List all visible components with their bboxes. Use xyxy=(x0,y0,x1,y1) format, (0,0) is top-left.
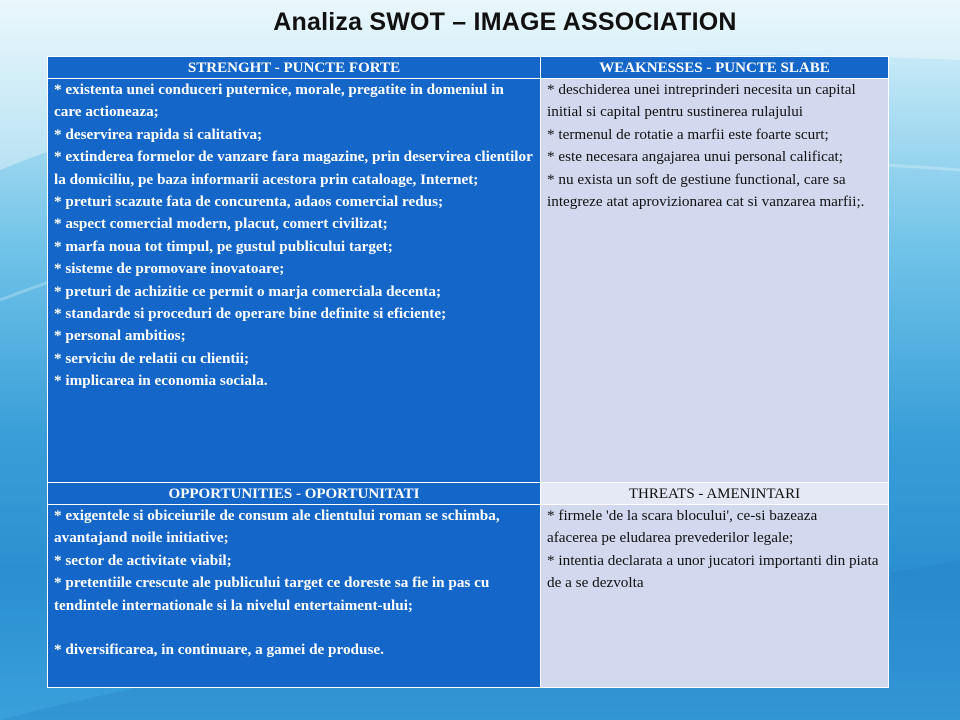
weakness-item: * termenul de rotatie a marfii este foarte scurt; xyxy=(547,125,829,143)
strength-item: * preturi scazute fata de concurenta, adaos comercial redus; xyxy=(54,193,444,211)
weakness-item: * nu exista un soft de gestiune functional, care sa integreze atat aprovizionarea cat si vanzarea marfii;. xyxy=(547,170,865,211)
blank-line xyxy=(54,617,534,639)
strength-item: * standarde si proceduri de operare bine definite si eficiente; xyxy=(54,305,447,323)
weaknesses-cell xyxy=(541,79,889,483)
weakness-item: * este necesara angajarea unui personal calificat; xyxy=(547,148,843,166)
strength-item: * existenta unei conduceri puternice, morale, pregatite in domeniul in care actioneaza; xyxy=(54,81,504,121)
strength-item: * marfa noua tot timpul, pe gustul publicului target; xyxy=(54,237,393,255)
opportunities-header: OPPORTUNITIES - OPORTUNITATI xyxy=(48,483,541,505)
weaknesses-header: WEAKNESSES - PUNCTE SLABE xyxy=(541,57,889,79)
strength-item: * extinderea formelor de vanzare fara magazine, prin deservirea clientilor la domiciliu, pe baza informarii acestora prin cataloage, Internet; xyxy=(54,148,533,188)
strength-item: * deservirea rapida si calitativa; xyxy=(54,125,263,143)
strength-item: * preturi de achizitie ce permit o marja comerciala decenta; xyxy=(54,282,442,300)
threat-item: afacerea pe eludarea prevederilor legale; xyxy=(547,529,794,547)
threat-item: * intentia declarata a unor jucatori importanti din piata de a se dezvolta xyxy=(547,551,879,592)
opportunity-item: * pretentiile crescute ale publicului target ce doreste sa fie in pas cu tendintele internationale si la nivelul entertaiment-ului; xyxy=(54,574,490,614)
slide-title: Analiza SWOT – IMAGE ASSOCIATION xyxy=(273,8,737,36)
threats-header: THREATS - AMENINTARI xyxy=(541,483,889,505)
strength-item: * implicarea in economia sociala. xyxy=(54,372,268,390)
opportunity-item: * diversificarea, in continuare, a gamei de produse. xyxy=(54,641,384,659)
strength-item: * personal ambitios; xyxy=(54,327,186,345)
opportunities-cell xyxy=(48,505,541,688)
threat-item: * firmele 'de la scara blocului', ce-si bazeaza xyxy=(547,507,818,524)
threats-cell xyxy=(541,505,889,688)
swot-table xyxy=(47,56,889,688)
strength-item: * aspect comercial modern, placut, comert civilizat; xyxy=(54,215,388,233)
opportunity-item: * sector de activitate viabil; xyxy=(54,551,232,569)
strengths-cell xyxy=(48,79,541,483)
opportunity-item: * exigentele si obiceiurile de consum ale clientului roman se schimba, avantajand noile initiative; xyxy=(54,507,500,547)
strengths-header: STRENGHT - PUNCTE FORTE xyxy=(48,57,541,79)
strength-item: * serviciu de relatii cu clientii; xyxy=(54,349,250,367)
strength-item: * sisteme de promovare inovatoare; xyxy=(54,260,285,278)
weakness-item: * deschiderea unei intreprinderi necesita un capital initial si capital pentru sustinerea rulajului xyxy=(547,81,856,121)
